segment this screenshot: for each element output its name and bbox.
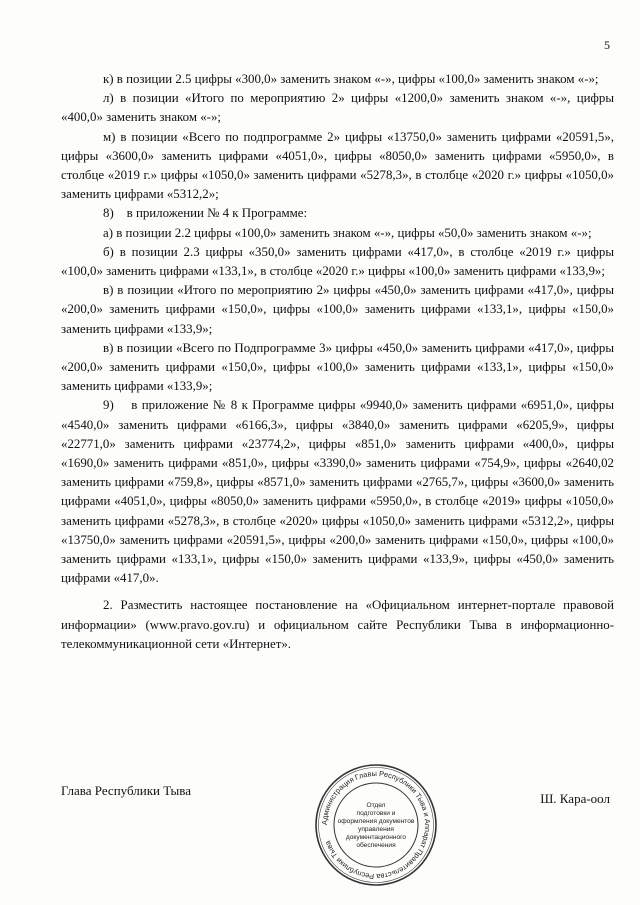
signer-name: Ш. Кара-оол: [540, 791, 610, 806]
paragraph-b: б) в позиции 2.3 цифры «350,0» заменить цифрами «417,0», в столбце «2019 г.» цифры «100,0» заменить цифрами «133,1», в столбце «2020 г.» цифры «100,0» заменить цифрами «133,9»;: [61, 244, 614, 279]
official-stamp: [314, 763, 438, 887]
paragraph-m: м) в позиции «Всего по подпрограмме 2» цифры «13750,0» заменить цифрами «20591,5», цифры «3600,0» заменить цифрами «4051,0», цифры «8050,0» заменить цифрами «5950,0», в столбце «2019 г.» цифры «1050,0» заменить цифрами «5278,3», в столбце «2020 г.» цифры «1050,0» заменить цифрами «5312,2»;: [61, 129, 614, 202]
svg-text:оформления документов: оформления документов: [337, 818, 415, 825]
svg-text:управления: управления: [358, 826, 394, 833]
signature-block: [61, 768, 614, 893]
paragraph-v-subprogram: в) в позиции «Всего по Подпрограмме 3» цифры «450,0» заменить цифрами «417,0», цифры «200,0» заменить цифрами «150,0», цифры «100,0» заменить цифрами «133,1», цифры «150,0» заменить цифрами «133,9»;: [61, 340, 614, 394]
svg-text:документационного: документационного: [345, 834, 407, 841]
paragraph-publication: 2. Разместить настоящее постановление на «Официальном интернет-портале правовой информации» (www.pravo.gov.ru) и официальном сайте Республики Тыва в информационно-телекоммуникационной сети «Интернет».: [61, 598, 614, 651]
paragraph-item-8: 8) в приложении № 4 к Программе:: [103, 206, 308, 221]
paragraph-l: л) в позиции «Итого по мероприятию 2» цифры «1200,0» заменить знаком «-», цифры «400,0» заменить знаком «-»;: [61, 91, 614, 125]
paragraph-v-total: в) в позиции «Итого по мероприятию 2» цифры «450,0» заменить цифрами «417,0», цифры «200,0» заменить цифрами «150,0», цифры «100,0» заменить цифрами «133,1», цифры «150,0» заменить цифрами «133,9»;: [61, 283, 614, 336]
svg-text:Администрация Главы Республики: Администрация Главы Республики Тыва и Аппарат Правительства Республики Тыва: [319, 768, 433, 882]
svg-text:обеспечения: обеспечения: [356, 842, 396, 849]
document-body: [61, 70, 614, 654]
signer-title: Глава Республики Тыва: [61, 783, 192, 798]
paragraph-a: а) в позиции 2.2 цифры «100,0» заменить знаком «-», цифры «50,0» заменить знаком «-»;: [103, 225, 592, 240]
paragraph-k: к) в позиции 2.5 цифры «300,0» заменить знаком «-», цифры «100,0» заменить знаком «-»;: [103, 72, 599, 86]
svg-text:подготовки и: подготовки и: [356, 810, 396, 817]
page-number: 5: [604, 38, 610, 52]
paragraph-item-9: 9) в приложение № 8 к Программе цифры «9940,0» заменить цифрами «6951,0», цифры «4540,0» заменить цифрами «6166,3», цифры «3840,0» заменить цифрами «6205,9», цифры «22771,0» заменить цифрами «23774,2», цифры «851,0» заменить цифрами «400,0», цифры «1690,0» заменить цифрами «851,0», цифры «3390,0» заменить цифрами «754,9», цифры «2640,02 заменить цифрами «759,8», цифры «8571,0» заменить цифрами «2765,7», цифры «3600,0» заменить цифрами «4051,0», цифры «8050,0» заменить цифрами «5950,0», в столбце «2019» цифры «1050,0» заменить цифрами «5278,3», в столбце «2020» цифры «1050,0» заменить цифрами «5312,2», цифры «13750,0» заменить цифрами «20591,5», цифры «200,0» заменить цифрами «150,0», цифры «100,0» заменить цифрами «133,1», цифры «150,0» заменить цифрами «133,9», цифры «450,0» заменить цифрами «417,0».: [61, 398, 614, 586]
svg-text:Отдел: Отдел: [366, 802, 386, 809]
